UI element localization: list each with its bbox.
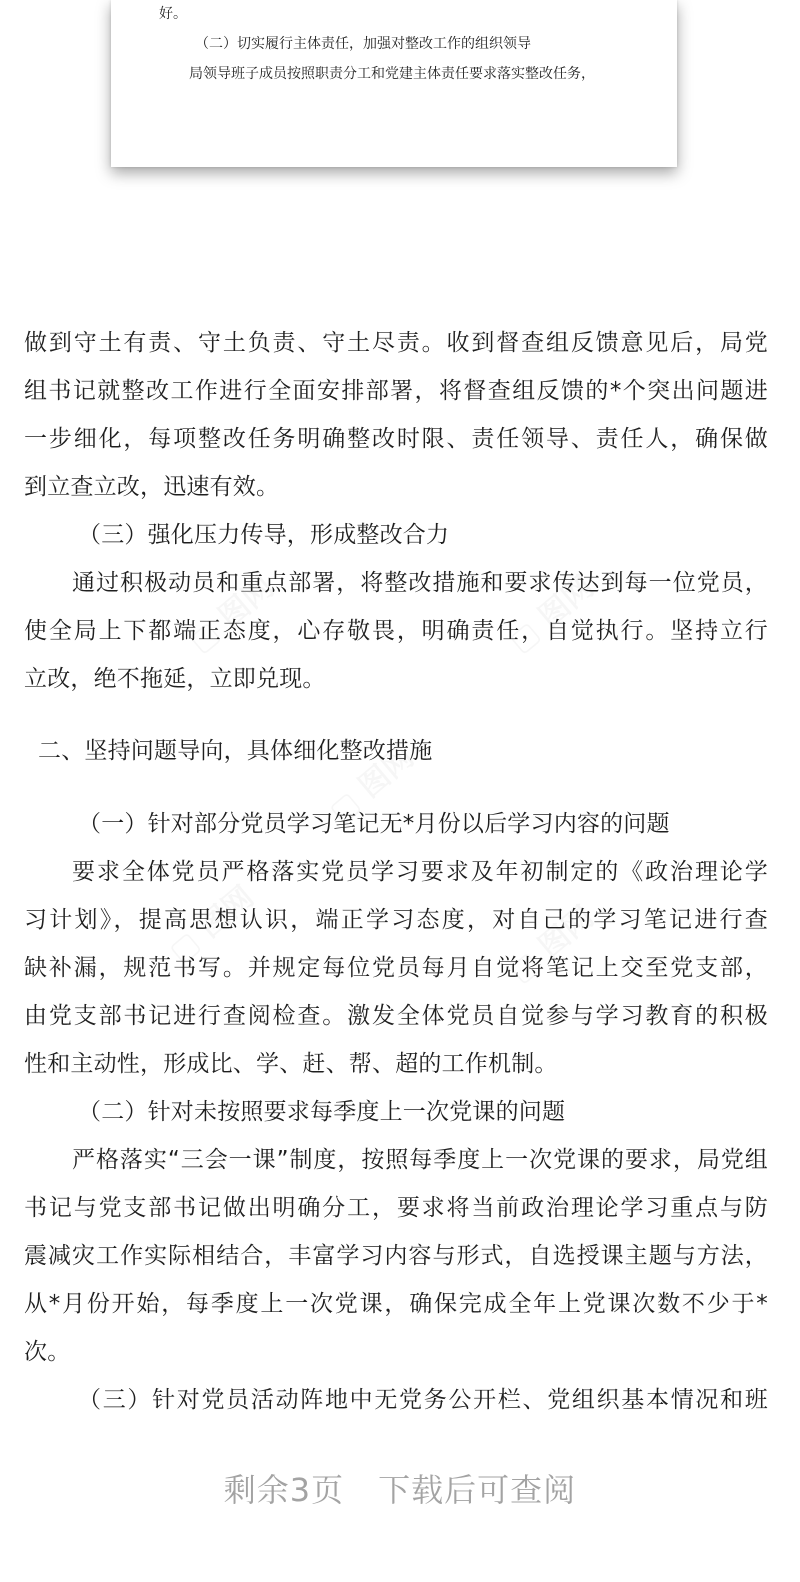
document-line: 由党支部书记进行查阅检查。激发全体党员自觉参与学习教育的积极 [24, 1003, 768, 1029]
document-line: 做到守土有责、守土负责、守土尽责。收到督查组反馈意见后，局党 [24, 330, 768, 356]
document-line: 要求全体党员严格落实党员学习要求及年初制定的《政治理论学 [72, 859, 768, 885]
document-line: 一步细化，每项整改任务明确整改时限、责任领导、责任人，确保做 [24, 426, 768, 452]
document-line: 组书记就整改工作进行全面安排部署，将督查组反馈的*个突出问题进 [24, 378, 768, 404]
document-line: 到立查立改，迅速有效。 [24, 474, 280, 500]
subheading: （一）针对部分党员学习笔记无*月份以后学习内容的问题 [78, 811, 670, 837]
document-line: 性和主动性，形成比、学、赶、帮、超的工作机制。 [24, 1051, 558, 1077]
page-preview-card [111, 0, 677, 167]
document-line: 严格落实“三会一课”制度，按照每季度上一次党课的要求，局党组 [72, 1147, 768, 1173]
preview-line: 好。 [159, 6, 187, 22]
document-line: 从*月份开始，每季度上一次党课，确保完成全年上党课次数不少于* [24, 1291, 768, 1317]
document-line: 立改，绝不拖延，立即兑现。 [24, 666, 326, 692]
document-line: 书记与党支部书记做出明确分工，要求将当前政治理论学习重点与防 [24, 1195, 768, 1221]
section-heading: 二、坚持问题导向，具体细化整改措施 [38, 738, 433, 764]
document-line: 通过积极动员和重点部署，将整改措施和要求传达到每一位党员， [72, 570, 768, 596]
subheading: （二）针对未按照要求每季度上一次党课的问题 [78, 1099, 566, 1125]
preview-line: 局领导班子成员按照职责分工和党建主体责任要求落实整改任务， [189, 66, 595, 82]
subheading: （三）针对党员活动阵地中无党务公开栏、党组织基本情况和班 [78, 1387, 768, 1413]
document-line: 震减灾工作实际相结合，丰富学习内容与形式，自选授课主题与方法， [24, 1243, 768, 1269]
document-line: 缺补漏，规范书写。并规定每位党员每月自觉将笔记上交至党支部， [24, 955, 768, 981]
document-line: 使全局上下都端正态度，心存敬畏，明确责任，自觉执行。坚持立行 [24, 618, 768, 644]
download-to-view-label: 下载后可查阅 [378, 1471, 577, 1509]
remaining-pages-label: 剩余3页 [223, 1471, 345, 1509]
preview-line: （二）切实履行主体责任，加强对整改工作的组织领导 [195, 36, 531, 52]
download-prompt[interactable] [0, 1466, 800, 1514]
document-line: 次。 [24, 1339, 71, 1365]
subheading: （三）强化压力传导，形成整改合力 [78, 522, 450, 548]
document-line: 习计划》，提高思想认识，端正学习态度，对自己的学习笔记进行查 [24, 907, 768, 933]
